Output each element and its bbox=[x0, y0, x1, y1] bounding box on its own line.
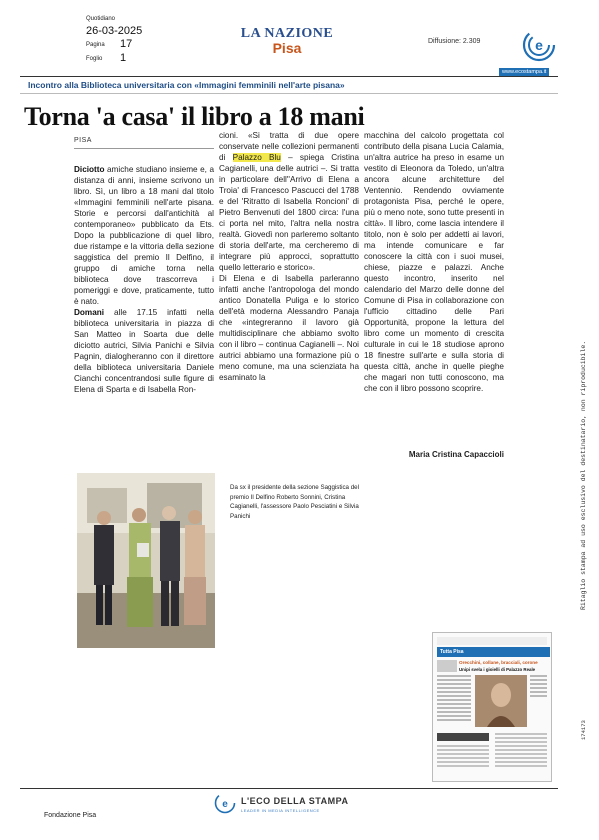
masthead-title: LA NAZIONE bbox=[240, 26, 334, 41]
article-column-3 bbox=[364, 130, 504, 394]
page-thumbnail bbox=[432, 632, 552, 782]
footer-tagline: LEADER IN MEDIA INTELLIGENCE bbox=[241, 808, 320, 813]
thumb-logo bbox=[437, 660, 457, 672]
paragraph: macchina del calcolo progettata col contributo della pisana Lucia Calamia, un'altra autrice ha preso in esame un vestito di Eleonora da Toledo, un'altra ancora alcune architetture del Ventennio. Rendendo ovviamente protagonista Pisa, perché le opere, più o meno note, sono tutte presenti in città». Il libro, come lascia intendere il titolo, non è solo per addetti ai lavori, ma intende comunicare e far conoscere la città con i suoi musei, chiese, piazze e palazzi. Anche questo incontro, inserito nel calendario del Marzo delle donne del Comune di Pisa in collaborazione con l'ufficio cittadino delle Pari Opportunità, propone la lettura del libro come un momento di crescita culturale in cui le 18 studiose aprono 18 finestre sull'arte e sulla storia di questa città, anche in quelle pieghe che magari non tutti conoscono, ma che con il libro possono scoprire. bbox=[364, 131, 504, 393]
kicker-rule bbox=[20, 93, 558, 94]
highlighted-text: Palazzo Blu bbox=[232, 153, 281, 162]
label-newspaper-type: Quotidiano bbox=[86, 16, 116, 22]
copyright-notice: Ritaglio stampa ad uso esclusivo del destinatario, non riproducibile. bbox=[580, 340, 587, 610]
paragraph: alle 17.15 infatti nella biblioteca universitaria in piazza di San Matteo in Soarta due delle diciotto autrici, Silvia Panichi e Silvia Pagnin, dialogheranno con il direttore della biblioteca universitaria Daniele Cianchi concentrandosi sulle figure di Elena di Sparta e di Isabella Ron- bbox=[74, 308, 214, 394]
svg-text:e: e bbox=[222, 799, 228, 810]
article-headline: Torna 'a casa' il libro a 18 mani bbox=[24, 102, 365, 131]
article-photo bbox=[77, 473, 215, 648]
thumb-body bbox=[437, 675, 547, 779]
lead-word-2: Domani bbox=[74, 308, 105, 317]
eco-logo-icon bbox=[520, 28, 558, 62]
label-page: Pagina bbox=[86, 42, 105, 48]
page-number: 17 bbox=[120, 38, 133, 50]
diffusion: Diffusione: 2.309 bbox=[428, 38, 481, 45]
photo-caption: Da sx il presidente della sezione Saggistica del premio Il Delfino Roberto Sonnini, Cristina Cagianelli, l'assessore Paolo Pesciatini e Silvia Panichi bbox=[230, 484, 359, 520]
thumb-headline: Orecchini, collane, bracciali, corone bbox=[459, 660, 538, 665]
thumb-section: Tutta Pisa bbox=[437, 647, 550, 657]
eco-footer-logo-icon bbox=[212, 792, 238, 814]
paragraph: amiche studiano insieme e, a distanza di anni, insieme scrivono un libro. Sì, un libro a 18 mani dal titolo «Immagini femminili nell'arte pisana. Storie e percorsi dall'antichità al contemporaneo» pubblicato da Ets. Dopo la pubblicazione di quel libro, due ristampe e la vittoria della sezione saggistica del premio Il Delfino, il gruppo di amiche torna nella biblioteca dove trascorreva i pomeriggi e dove, praticamente, tutto è nato. bbox=[74, 165, 214, 306]
article-column-1 bbox=[74, 164, 214, 395]
issue-date: 26-03-2025 bbox=[86, 25, 143, 37]
paragraph: – spiega Cristina Cagianelli, una delle autrici –. Si tratta in particolare dell''Arrivo di Elena a Troia' di Francesco Pascucci del 1788 e del 'Ritratto di Isabella Roncioni' di Pietro Benvenuti del 1800 circa: l'una ci porta nel mito, l'altra nella nostra realtà. Giovedì non parleremo soltanto di storia dell'arte, ma cercheremo di integrare più approcci, soprattutto quello letterario e storico». bbox=[219, 153, 359, 272]
paragraph: cioni. «Si tratta di due opere conservate nelle collezioni permanenti di bbox=[219, 131, 359, 162]
masthead bbox=[232, 26, 342, 56]
footer-brand: L'ECO DELLA STAMPA bbox=[241, 796, 349, 806]
top-rule bbox=[20, 76, 558, 77]
thumb-masthead bbox=[437, 637, 547, 645]
article-column-2 bbox=[219, 130, 359, 383]
article-kicker: Incontro alla Biblioteca universitaria con «Immagini femminili nell'arte pisana» bbox=[28, 80, 345, 90]
client-name: Fondazione Pisa bbox=[44, 812, 97, 819]
clip-code: 174173 bbox=[580, 720, 587, 740]
lead-word-1: Diciotto bbox=[74, 165, 105, 174]
paragraph: Di Elena e di Isabella parleranno infatti anche l'antropologa del mondo antico Donatella Puliga e lo storico dell'età moderna Alessandro Panaja che «integreranno il lavoro già multidisciplinare che abbiamo svolto con il libro – continua Cagianelli –. Noi autrici abbiamo una formazione più o meno comune, ma una scienziata ha esaminato la bbox=[219, 274, 359, 382]
masthead-city: Pisa bbox=[272, 40, 302, 56]
place-rule bbox=[74, 148, 214, 149]
site-url: www.ecostampa.it bbox=[499, 68, 549, 76]
thumb-subhead: Unipi svela i gioielli di Palazzo Reale bbox=[459, 667, 536, 672]
sheet-number: 1 bbox=[120, 52, 127, 64]
byline: Maria Cristina Capaccioli bbox=[408, 450, 504, 459]
label-sheet: Foglio bbox=[86, 56, 103, 62]
article-place: PISA bbox=[74, 137, 92, 144]
svg-text:e: e bbox=[535, 37, 543, 53]
bottom-rule bbox=[20, 788, 558, 789]
